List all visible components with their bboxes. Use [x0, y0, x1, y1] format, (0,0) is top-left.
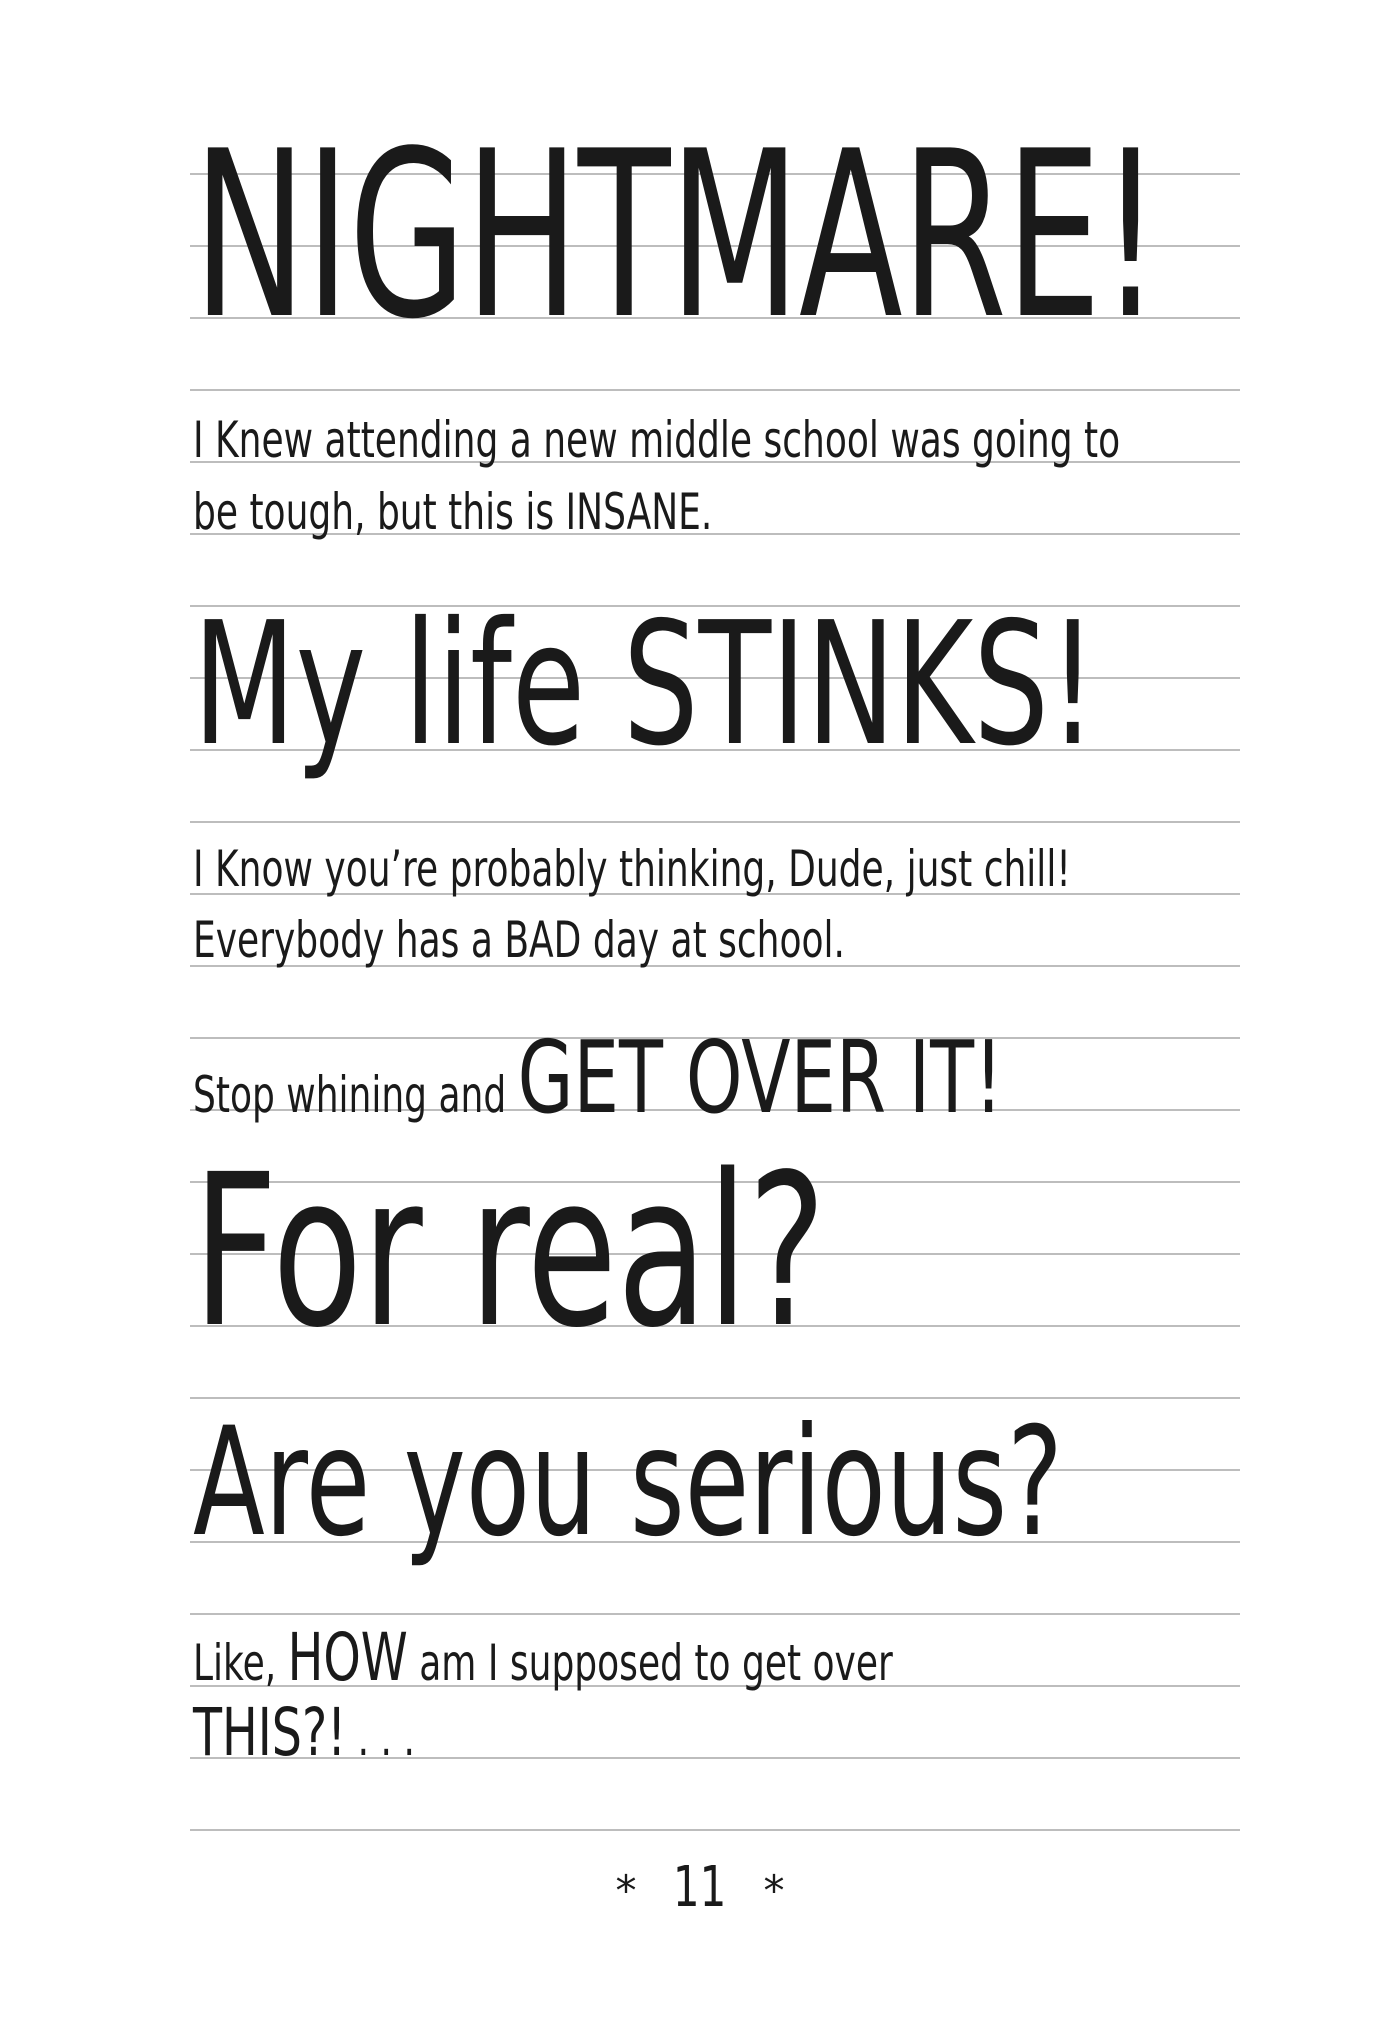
- paragraph-4-line-2-emphasis: THIS?!: [193, 1694, 347, 1771]
- ruled-line: [190, 389, 1240, 391]
- paragraph-1-line-1: I Knew attending a new middle school was going to: [193, 411, 1121, 469]
- paragraph-4-lead: Like,: [193, 1634, 277, 1692]
- paragraph-2-line-2: Everybody has a BAD day at school.: [193, 911, 845, 969]
- paragraph-4-line-1: [193, 1619, 893, 1696]
- ruled-line: [190, 1829, 1240, 1831]
- paragraph-3-lead: Stop whining and: [193, 1066, 507, 1124]
- paragraph-2-line-1: I Know you’re probably thinking, Dude, just chill!: [193, 840, 1071, 898]
- paragraph-1-line-2: be tough, but this is INSANE.: [193, 483, 713, 541]
- heading-my-life-stinks: My life STINKS!: [193, 586, 1097, 784]
- paragraph-4-line-2-trail: . . .: [357, 1709, 415, 1767]
- heading-nightmare: NIGHTMARE!: [193, 103, 1160, 370]
- ruled-line: [190, 821, 1240, 823]
- page-number-footer: [0, 1855, 1400, 1920]
- paragraph-4-line-2: [193, 1694, 415, 1771]
- ruled-line: [190, 1613, 1240, 1615]
- paragraph-3-emphasis: GET OVER IT!: [517, 1019, 1003, 1136]
- heading-are-you-serious: Are you serious?: [193, 1396, 1063, 1570]
- asterisk-left-icon: *: [615, 1865, 637, 1915]
- paragraph-3: [193, 1019, 1003, 1136]
- heading-for-real: For real?: [193, 1129, 827, 1374]
- paragraph-4-rest: am I supposed to get over: [419, 1634, 893, 1692]
- paragraph-4-emphasis: HOW: [287, 1619, 408, 1696]
- asterisk-right-icon: *: [763, 1865, 785, 1915]
- page-number: 11: [673, 1855, 727, 1920]
